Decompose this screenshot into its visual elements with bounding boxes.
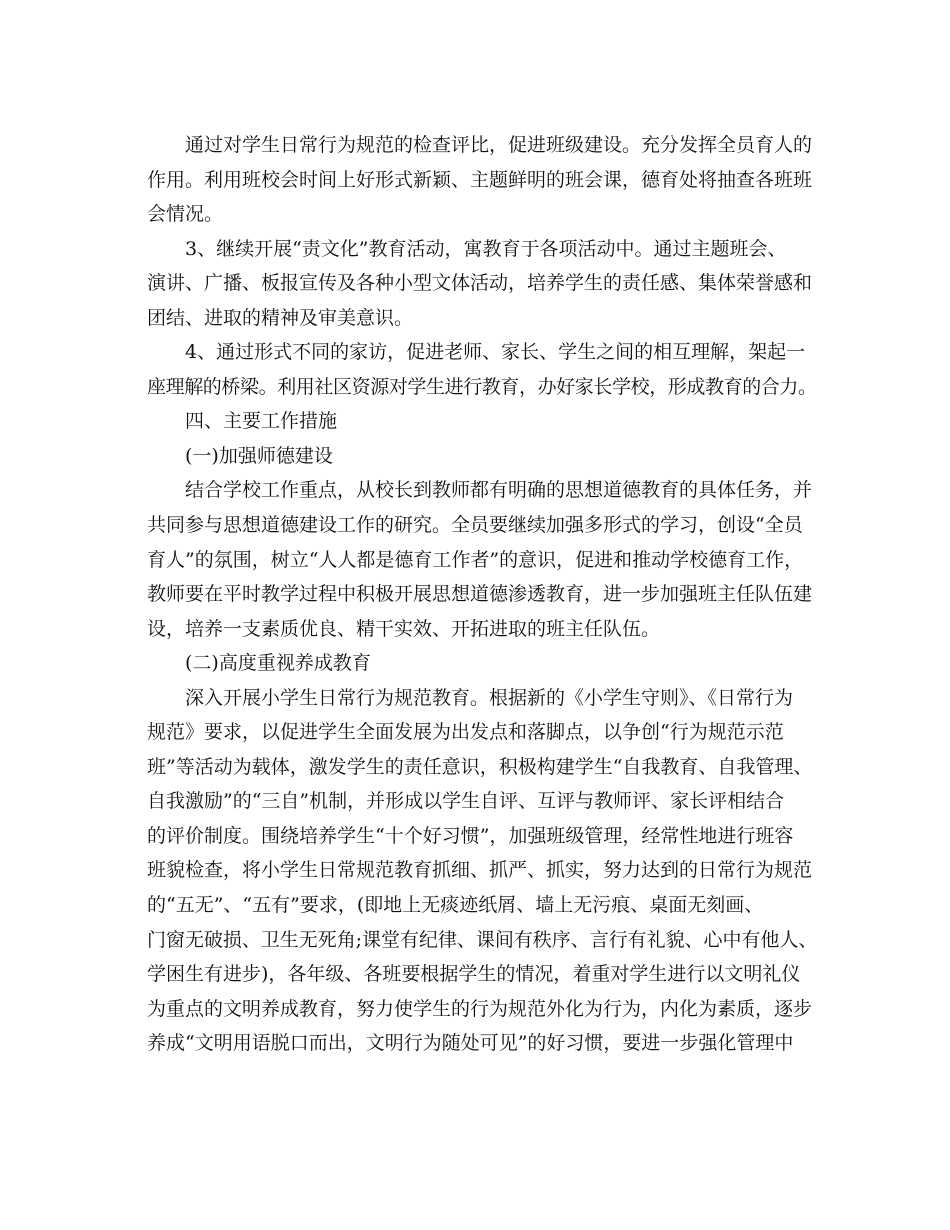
text-line: 会情况。 xyxy=(147,203,224,226)
text-line: (一)加强师德建设 xyxy=(185,444,333,467)
text-line: 自我激励”的“三自”机制，并形成以学生自评、互评与教师评、家长评相结合 xyxy=(147,790,785,813)
text-line: 的评价制度。围绕培养学生“十个好习惯”，加强班级管理，经常性地进行班容 xyxy=(147,824,794,847)
text-line: 通过对学生日常行为规范的检查评比，促进班级建设。充分发挥全员育人的 xyxy=(185,134,813,156)
text-line: 3、继续开展“责文化”教育活动，寓教育于各项活动中。通过主题班会、 xyxy=(185,237,787,260)
text-line: 门窗无破损、卫生无死角;课堂有纪律、课间有秩序、言行有礼貌、心中有他人、 xyxy=(147,928,818,951)
text-line: 班”等活动为载体，激发学生的责任意识，积极构建学生“自我教育、自我管理、 xyxy=(147,755,813,778)
text-line: 教师要在平时教学过程中积极开展思想道德渗透教育，进一步加强班主任队伍建 xyxy=(147,583,813,606)
text-line: 作用。利用班校会时间上好形式新颖、主题鲜明的班会课，德育处将抽查各班班 xyxy=(147,168,813,191)
text-line: 学困生有进步)，各年级、各班要根据学生的情况，着重对学生进行以文明礼仪 xyxy=(147,963,801,986)
text-line: 养成“文明用语脱口而出，文明行为随处可见”的好习惯，要进一步强化管理中 xyxy=(147,1032,794,1055)
text-line: 的“五无”、“五有”要求，(即地上无痰迹纸屑、墙上无污痕、桌面无刻画、 xyxy=(147,894,764,917)
text-line: 演讲、广播、板报宣传及各种小型文体活动，培养学生的责任感、集体荣誉感和 xyxy=(147,272,813,295)
text-line: 4、通过形式不同的家访，促进老师、家长、学生之间的相互理解，架起一 xyxy=(185,341,806,364)
text-line: 座理解的桥梁。利用社区资源对学生进行教育，办好家长学校，形成教育的合力。 xyxy=(147,375,817,398)
text-line: 团结、进取的精神及审美意识。 xyxy=(147,306,414,329)
text-line: 班貌检查，将小学生日常规范教育抓细、抓严、抓实，努力达到的日常行为规范 xyxy=(147,859,813,882)
text-line: (二)高度重视养成教育 xyxy=(185,652,371,675)
text-line: 设，培养一支素质优良、精干实效、开拓进取的班主任队伍。 xyxy=(147,617,661,640)
text-line: 为重点的文明养成教育，努力使学生的行为规范外化为行为，内化为素质，逐步 xyxy=(147,997,813,1020)
text-line: 共同参与思想道德建设工作的研究。全员要继续加强多形式的学习，创设“全员 xyxy=(147,514,803,537)
text-line: 深入开展小学生日常行为规范教育。根据新的《小学生守则》、《日常行为 xyxy=(185,686,794,709)
text-line: 育人”的氛围，树立“人人都是德育工作者”的意识，促进和推动学校德育工作， xyxy=(147,548,804,571)
text-line: 结合学校工作重点，从校长到教师都有明确的思想道德教育的具体任务，并 xyxy=(185,479,813,502)
document-body xyxy=(147,128,817,1061)
text-line: 四、主要工作措施 xyxy=(185,410,338,433)
text-line: 规范》要求，以促进学生全面发展为出发点和落脚点，以争创“行为规范示范 xyxy=(147,721,784,744)
